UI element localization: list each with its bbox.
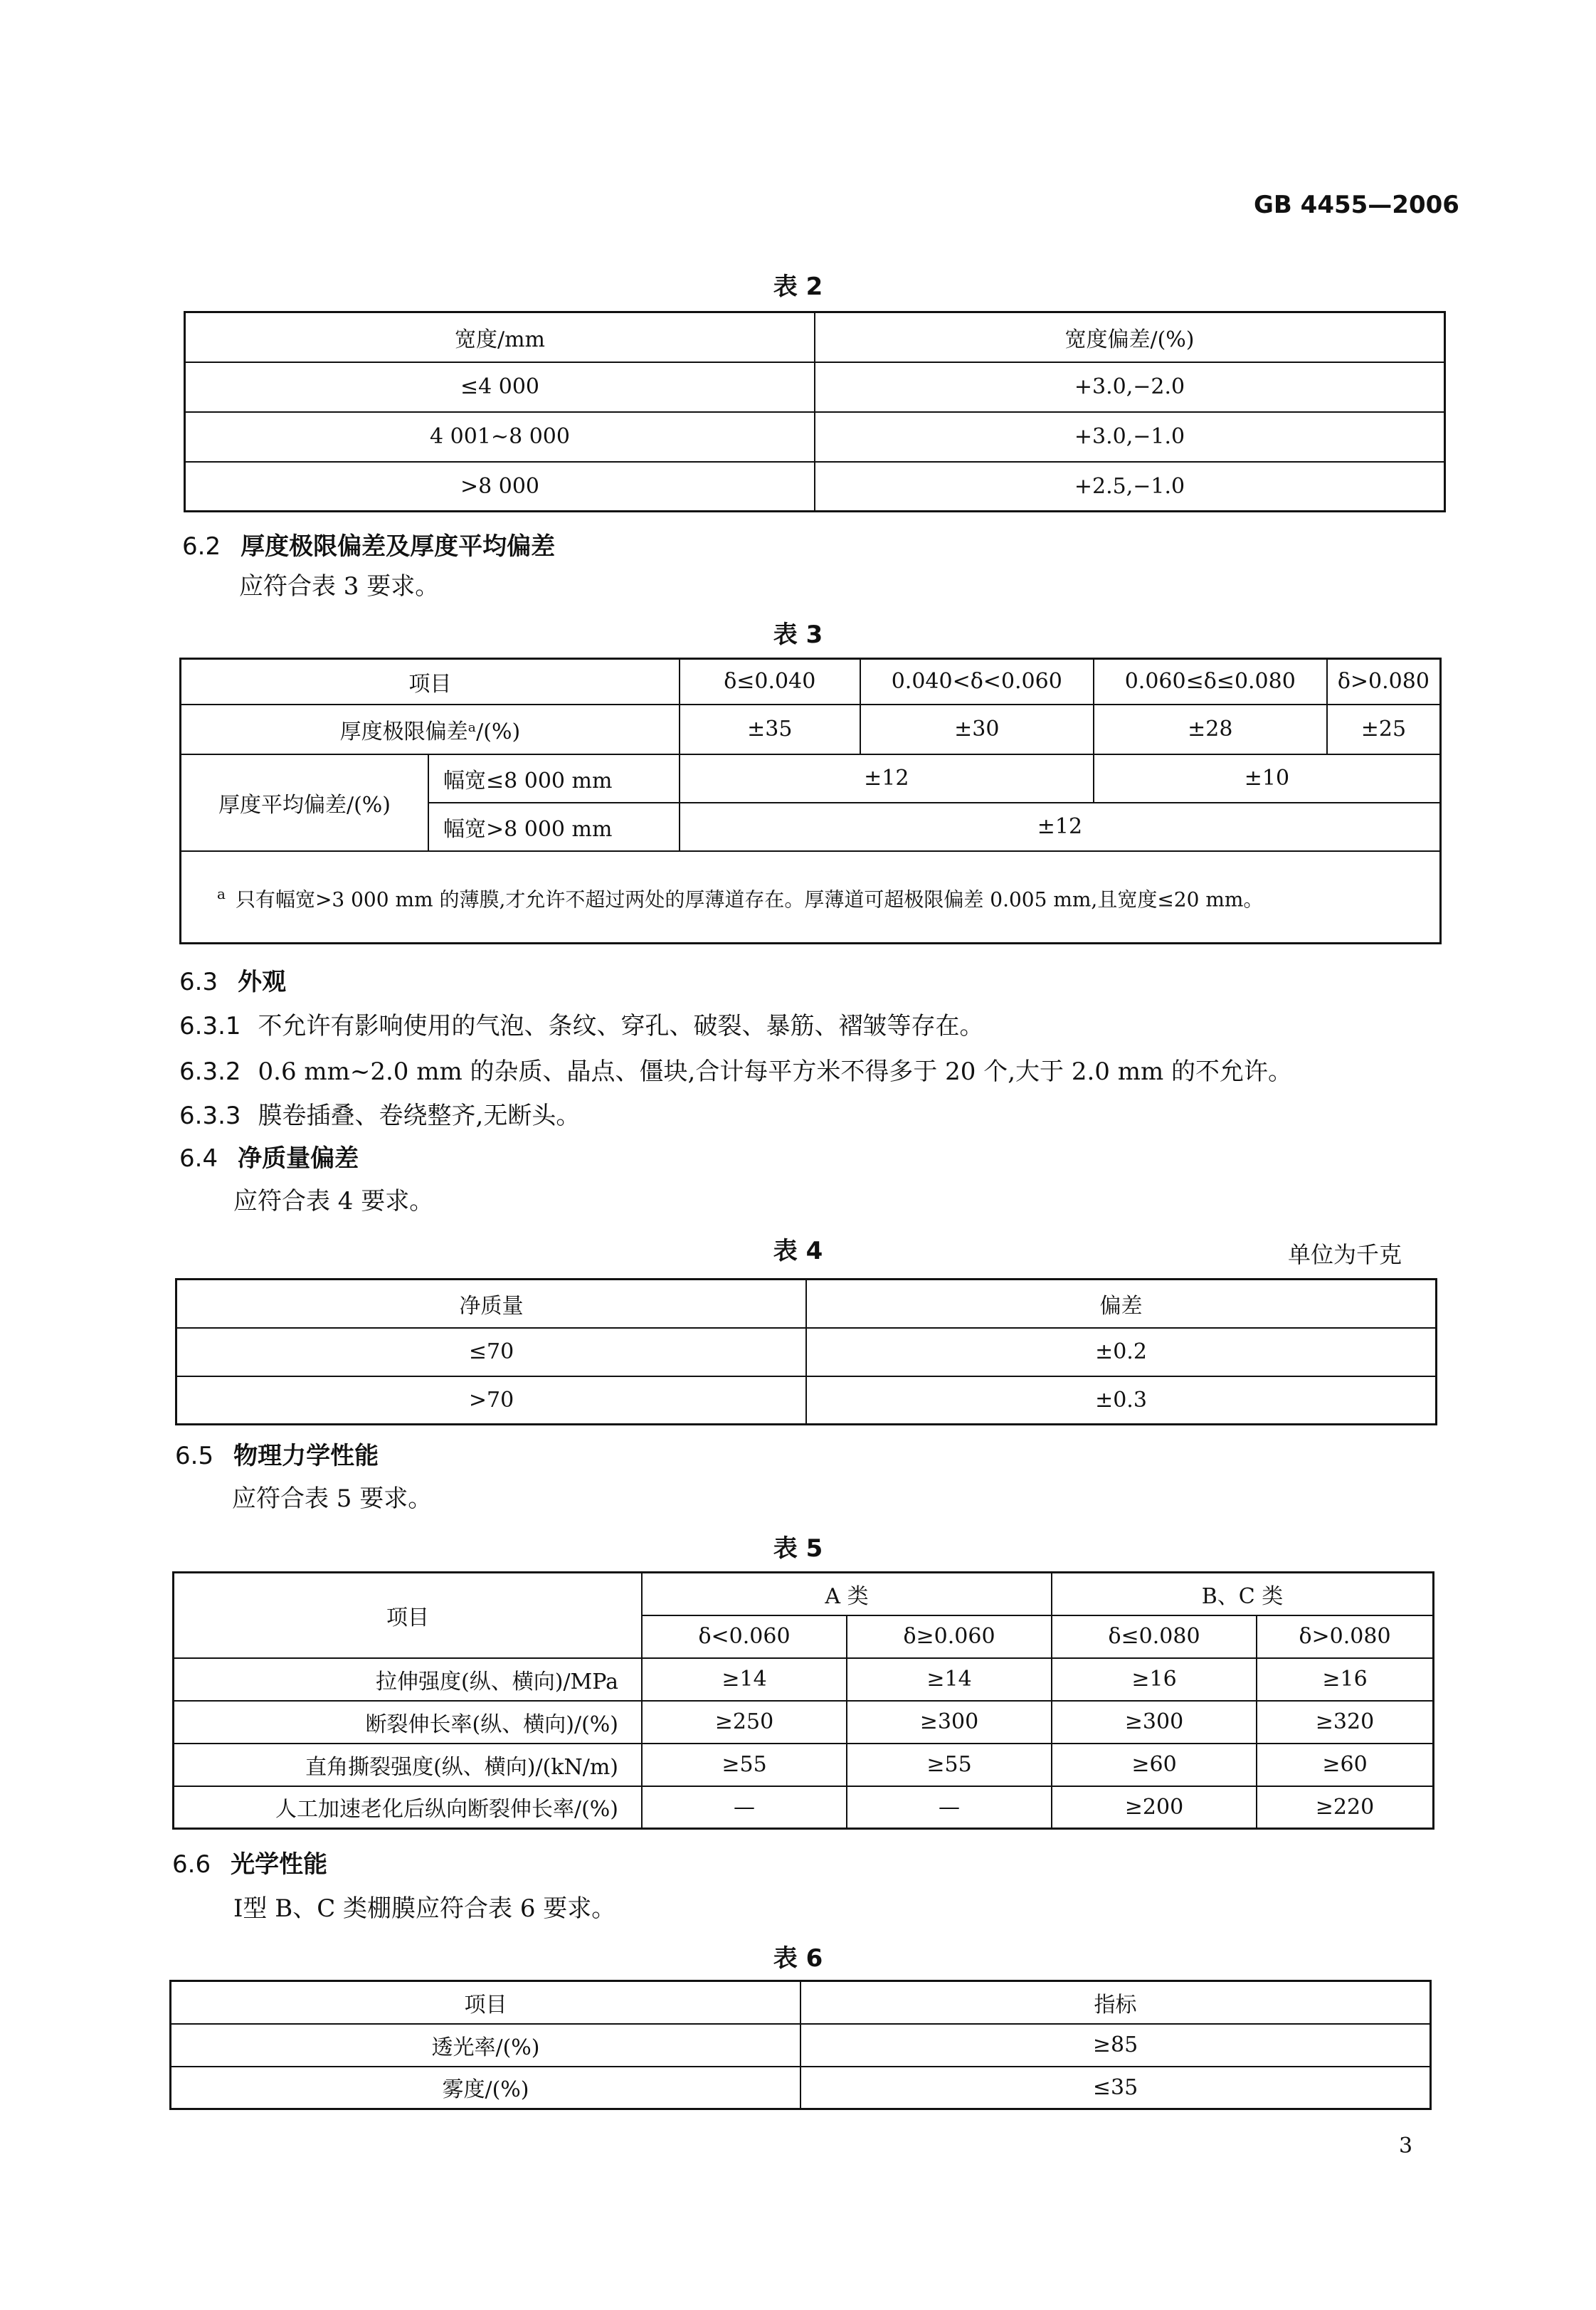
table5-header-group-bc: B、C 类 (1052, 1573, 1434, 1615)
table-row (181, 851, 1441, 944)
table3-caption: 表 3 (773, 621, 823, 649)
table3-header-col2: 0.040<δ<0.060 (860, 659, 1094, 705)
table4-cell: ±0.2 (806, 1328, 1437, 1376)
table3-cell: ±10 (1094, 754, 1441, 803)
section-number: 6.4 (179, 1144, 218, 1173)
table3-cell: ±25 (1327, 705, 1441, 754)
table6 (169, 1980, 1432, 2110)
table3-cell: ±12 (680, 803, 1441, 851)
section-6-5-heading (175, 1436, 379, 1471)
table2-cell: 4 001~8 000 (185, 412, 815, 462)
table6-caption: 表 6 (773, 1944, 823, 1973)
section-6-2-text: 应符合表 3 要求。 (239, 572, 440, 601)
table5-row-label: 直角撕裂强度(纵、横向)/(kN/m) (174, 1744, 643, 1786)
table-row (185, 462, 1445, 512)
table5-cell: ≥200 (1052, 1786, 1257, 1829)
table3-cell: ±35 (680, 705, 860, 754)
item-text: 不允许有影响使用的气泡、条纹、穿孔、破裂、暴筋、褶皱等存在。 (258, 1012, 984, 1040)
section-number: 6.2 (182, 532, 221, 561)
table4-caption: 表 4 (773, 1237, 823, 1265)
table5-subheader: δ≤0.080 (1052, 1615, 1257, 1658)
table5-row-label: 人工加速老化后纵向断裂伸长率/(%) (174, 1786, 643, 1829)
table5-row-label: 拉伸强度(纵、横向)/MPa (174, 1658, 643, 1701)
item-number: 6.3.3 (179, 1102, 241, 1130)
table5-cell: ≥220 (1257, 1786, 1434, 1829)
table3-header-col1: δ≤0.040 (680, 659, 860, 705)
table4-cell: >70 (176, 1376, 807, 1425)
item-text: 0.6 mm~2.0 mm 的杂质、晶点、僵块,合计每平方米不得多于 20 个,大于 2.0 mm 的不允许。 (258, 1058, 1292, 1086)
section-title: 外观 (238, 968, 287, 996)
section-6-6-text: Ⅰ型 B、C 类棚膜应符合表 6 要求。 (233, 1894, 616, 1923)
table-row (174, 1658, 1434, 1701)
table5-cell: — (847, 1786, 1052, 1829)
section-6-2-heading (182, 527, 555, 561)
table4 (175, 1278, 1437, 1425)
table3-avg-sub: 幅宽>8 000 mm (428, 803, 680, 851)
table-row (181, 754, 1441, 803)
table5-cell: ≥14 (847, 1658, 1052, 1701)
table5-cell: ≥14 (642, 1658, 847, 1701)
table4-header-deviation: 偏差 (806, 1280, 1437, 1328)
table3-avg-label: 厚度平均偏差/(%) (181, 754, 429, 851)
section-title: 光学性能 (231, 1850, 328, 1879)
table5-subheader: δ<0.060 (642, 1615, 847, 1658)
section-title: 厚度极限偏差及厚度平均偏差 (241, 532, 556, 561)
section-number: 6.5 (175, 1442, 214, 1470)
table2-cell: >8 000 (185, 462, 815, 512)
table-row (171, 2024, 1431, 2067)
table-row (185, 362, 1445, 412)
table5-cell: ≥55 (847, 1744, 1052, 1786)
section-6-3-heading (179, 962, 286, 997)
table3-limit-label: 厚度极限偏差ᵃ/(%) (181, 705, 680, 754)
table5-cell: — (642, 1786, 847, 1829)
table3-footnote (181, 851, 1441, 944)
table-row (174, 1701, 1434, 1744)
table4-cell: ≤70 (176, 1328, 807, 1376)
table-row (176, 1328, 1437, 1376)
table5-cell: ≥300 (1052, 1701, 1257, 1744)
table2-cell: +3.0,−2.0 (815, 362, 1445, 412)
page-number: 3 (1399, 2134, 1413, 2158)
table6-header-item: 项目 (171, 1981, 801, 2024)
section-6-4-heading (179, 1139, 359, 1174)
table3-avg-sub: 幅宽≤8 000 mm (428, 754, 680, 803)
table5-cell: ≥55 (642, 1744, 847, 1786)
table5-cell: ≥320 (1257, 1701, 1434, 1744)
table5 (172, 1571, 1434, 1830)
table6-cell: ≤35 (800, 2067, 1431, 2109)
table3-cell: ±12 (680, 754, 1094, 803)
table5-subheader: δ>0.080 (1257, 1615, 1434, 1658)
section-6-6-heading (172, 1845, 327, 1879)
table5-row-label: 断裂伸长率(纵、横向)/(%) (174, 1701, 643, 1744)
item-text: 膜卷插叠、卷绕整齐,无断头。 (258, 1102, 581, 1130)
table2-cell: +3.0,−1.0 (815, 412, 1445, 462)
item-6-3-3 (179, 1096, 580, 1131)
footnote-mark: a (217, 885, 226, 903)
section-number: 6.3 (179, 968, 218, 996)
table3-cell: ±28 (1094, 705, 1327, 754)
footnote-text: 只有幅宽>3 000 mm 的薄膜,才允许不超过两处的厚薄道存在。厚薄道可超极限偏差 0.005 mm,且宽度≤20 mm。 (235, 887, 1264, 912)
table4-unit: 单位为千克 (1288, 1241, 1402, 1268)
section-number: 6.6 (172, 1850, 211, 1879)
section-title: 净质量偏差 (238, 1144, 359, 1173)
table6-header-index: 指标 (800, 1981, 1431, 2024)
table6-cell: ≥85 (800, 2024, 1431, 2067)
table-row (185, 412, 1445, 462)
table6-cell: 雾度/(%) (171, 2067, 801, 2109)
item-6-3-1 (179, 1006, 984, 1041)
table4-cell: ±0.3 (806, 1376, 1437, 1425)
table-row (181, 705, 1441, 754)
table6-cell: 透光率/(%) (171, 2024, 801, 2067)
table-row (174, 1786, 1434, 1829)
table5-cell: ≥300 (847, 1701, 1052, 1744)
table3-header-col3: 0.060≤δ≤0.080 (1094, 659, 1327, 705)
table4-header-mass: 净质量 (176, 1280, 807, 1328)
table3-cell: ±30 (860, 705, 1094, 754)
table3-header-item: 项目 (181, 659, 680, 705)
section-title: 物理力学性能 (233, 1442, 379, 1470)
table5-cell: ≥60 (1257, 1744, 1434, 1786)
table3-header-col4: δ>0.080 (1327, 659, 1441, 705)
table2-cell: +2.5,−1.0 (815, 462, 1445, 512)
item-number: 6.3.1 (179, 1012, 241, 1040)
standard-number: GB 4455—2006 (1254, 191, 1459, 219)
table5-subheader: δ≥0.060 (847, 1615, 1052, 1658)
table5-cell: ≥250 (642, 1701, 847, 1744)
table2-cell: ≤4 000 (185, 362, 815, 412)
section-6-5-text: 应符合表 5 要求。 (232, 1484, 433, 1513)
item-6-3-2 (179, 1052, 1292, 1087)
table2-caption: 表 2 (773, 273, 823, 301)
table5-caption: 表 5 (773, 1534, 823, 1563)
table5-cell: ≥16 (1052, 1658, 1257, 1701)
table5-header-item: 项目 (174, 1573, 643, 1658)
table5-cell: ≥60 (1052, 1744, 1257, 1786)
section-6-4-text: 应符合表 4 要求。 (233, 1187, 434, 1215)
table-row (171, 2067, 1431, 2109)
table2-header-deviation: 宽度偏差/(%) (815, 312, 1445, 362)
table5-cell: ≥16 (1257, 1658, 1434, 1701)
table2 (184, 311, 1446, 512)
item-number: 6.3.2 (179, 1058, 241, 1086)
table3 (179, 658, 1442, 944)
table5-header-group-a: A 类 (642, 1573, 1052, 1615)
table-row (176, 1376, 1437, 1425)
table-row (174, 1744, 1434, 1786)
table2-header-width: 宽度/mm (185, 312, 815, 362)
